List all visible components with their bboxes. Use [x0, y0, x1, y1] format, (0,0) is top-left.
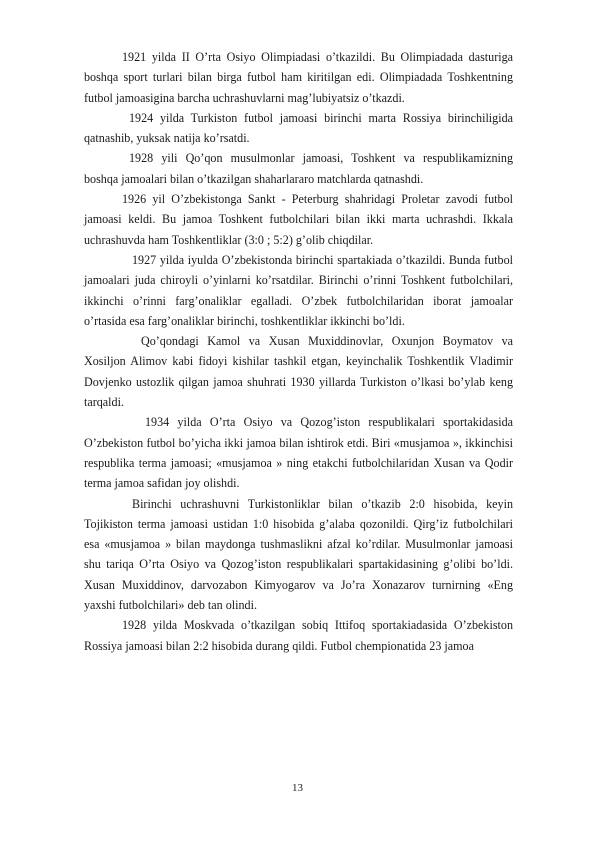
paragraph-turkistan-1924: 1924 yilda Turkiston futbol jamoasi birinchi marta Rossiya birinchiligida qatnashib, yuksak natija ko’rsatdi. [84, 110, 513, 146]
paragraph-olympiad-1921: 1921 yilda II O’rta Osiyo Olimpiadasi o’tkazildi. Bu Olimpiadada dasturiga boshqa sport turlari bilan birga futbol ham kiritilgan edi. Olimpiadada Toshkentning futbol jamoasigina barcha uchrashuvlarni mag’lubiyatsiz o’tkazdi. [84, 50, 513, 105]
paragraph-kokand-1928: 1928 yili Qo’qon musulmonlar jamoasi, Toshkent va respublikamizning boshqa jamoalari bilan o’tkazilgan shaharlararo matchlarda qatnashdi. [84, 151, 513, 186]
page-number: 13 [292, 782, 303, 794]
paragraph-proletar-1926: 1926 yil O’zbekistonga Sankt - Peterburg shahridagi Proletar zavodi futbol jamoasi keldi. Bu jamoa Toshkent futbolchilari bilan ikki marta uchrashdi. Ikkala uchrashuvda ham Toshkentliklar (3:0 ; 5:2) g’olib chiqdilar. [84, 192, 513, 247]
document-body [84, 47, 513, 656]
paragraph-spartakiad-1934: 1934 yilda O’rta Osiyo va Qozog’iston respublikalari sportakidasida O’zbekiston futbol bo’yicha ikki jamoa bilan ishtirok etdi. Biri «musjamoa », ikkinchisi respublika terma jamoasi; «musjamoa » ning etakchi futbolchilaridan Xusan va Qodir terma jamoa safidan joy olishdi. [84, 415, 513, 491]
paragraph-moscow-1928: 1928 yilda Moskvada o’tkazilgan sobiq Ittifoq sportakiadasida O’zbekiston Rossiya jamoasi bilan 2:2 hisobida durang qildi. Futbol chempionatida 23 jamoa [84, 618, 513, 653]
paragraph-spartakiad-1927: 1927 yilda iyulda O’zbekistonda birinchi spartakiada o’tkazildi. Bunda futbol jamoalari juda chiroyli o’yinlarni ko’rsatdilar. Birinchi o’rinni Toshkent futbolchilari, ikkinchi o’rinni farg’onaliklar egalladi. O’zbek futbolchilaridan iborat jamoalar o’rtasida esa farg’onaliklar birinchi, toshkentliklar ikkinchi bo’ldi. [84, 252, 513, 328]
paragraph-first-match: Birinchi uchrashuvni Turkistonliklar bilan o’tkazib 2:0 hisobida, keyin Tojikiston terma jamoasi ustidan 1:0 hisobida g’alaba qozonildi. Qirg’iz futbolchilari esa «musjamoa » bilan maydonga tushmaslikni afzal ko’rdilar. Musulmonlar jamoasi shu tariqa O’rta Osiyo va Qozog’iston respublikalari spartakidasining g’olibi bo’ldi. Xusan Muxiddinov, darvozabon Kimyogarov va Jo’ra Xonazarov turnirning «Eng yaxshi futbolchilari» deb tan olindi. [84, 496, 513, 613]
paragraph-kokand-team: Qo’qondagi Kamol va Xusan Muxiddinovlar, Oxunjon Boymatov va Xosiljon Alimov kabi fidoyi kishilar tashkil etgan, keyinchalik Toshkentlik Vladimir Dovjenko ustozlik qilgan jamoa shuhrati 1930 yillarda Turkiston o’lkasi bo’ylab keng tarqaldi. [84, 334, 513, 410]
